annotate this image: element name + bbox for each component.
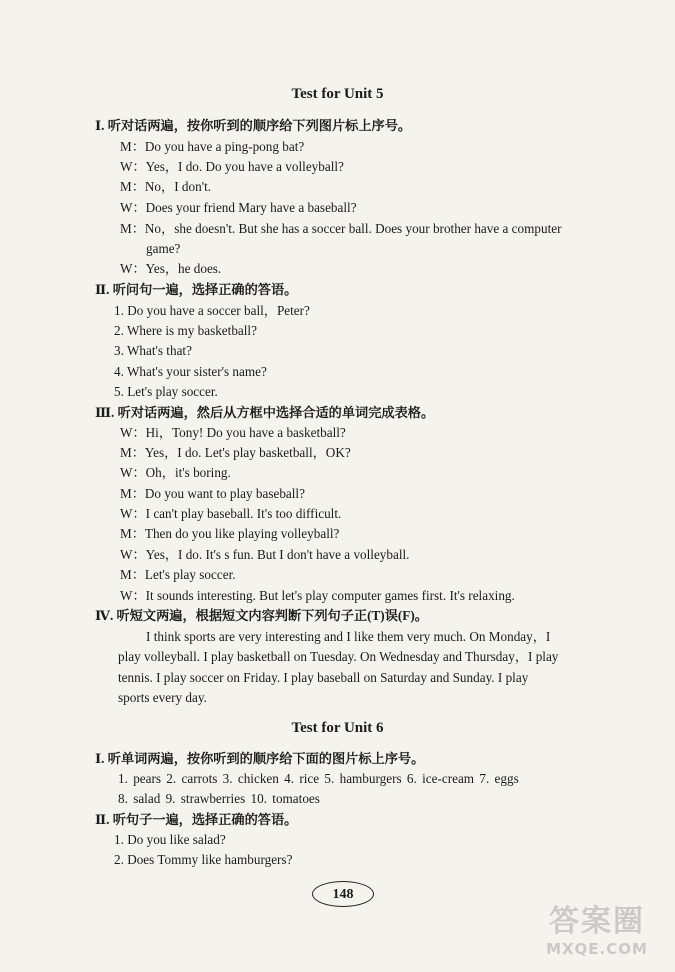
page-number: 148 (312, 881, 374, 907)
dialogue-line: W：Yes，I do. It's s fun. But I don't have a volleyball. (120, 547, 410, 562)
dialogue-line: W：Does your friend Mary have a baseball? (120, 200, 357, 215)
dialogue-line-continued: game? (146, 241, 181, 256)
unit6-title: Test for Unit 6 (291, 720, 384, 736)
dialogue-line: W：I can't play baseball. It's too difficult. (120, 506, 342, 521)
passage-line: tennis. I play soccer on Friday. I play baseball on Saturday and Sunday. I play (118, 670, 529, 685)
dialogue-line: W：Hi，Tony! Do you have a basketball? (120, 425, 346, 440)
dialogue-line: M：Do you want to play baseball? (120, 486, 305, 501)
unit5-section2-heading: Ⅱ. 听问句一遍，选择正确的答语。 (95, 282, 298, 297)
word-list-line: 8. salad 9. strawberries 10. tomatoes (118, 791, 320, 806)
watermark-top-text: 答案圈 (549, 904, 645, 939)
unit5-section1-heading: Ⅰ. 听对话两遍，按你听到的顺序给下列图片标上序号。 (95, 118, 412, 133)
dialogue-line: M：Then do you like playing volleyball? (120, 526, 340, 541)
dialogue-line: W：Yes，I do. Do you have a volleyball? (120, 159, 344, 174)
dialogue-line: M：No，she doesn't. But she has a soccer ball. Does your brother have a computer (120, 221, 562, 236)
unit6-section1-heading: Ⅰ. 听单词两遍，按你听到的顺序给下面的图片标上序号。 (95, 751, 425, 766)
passage-line: I think sports are very interesting and I like them very much. On Monday，I (146, 629, 551, 644)
unit5-section3-heading: Ⅲ. 听对话两遍，然后从方框中选择合适的单词完成表格。 (95, 405, 435, 420)
question-item: 2. Where is my basketball? (114, 323, 257, 338)
watermark-logo (527, 904, 667, 966)
watermark-bottom-text: MXQE.COM (546, 940, 648, 958)
dialogue-line: W：It sounds interesting. But let's play computer games first. It's relaxing. (120, 588, 515, 603)
question-item: 1. Do you have a soccer ball，Peter? (114, 303, 310, 318)
question-item: 1. Do you like salad? (114, 832, 226, 847)
dialogue-line: W：Yes，he does. (120, 261, 222, 276)
dialogue-line: M：No，I don't. (120, 179, 212, 194)
dialogue-line: M：Let's play soccer. (120, 567, 236, 582)
question-item: 2. Does Tommy like hamburgers? (114, 852, 293, 867)
unit5-title: Test for Unit 5 (291, 86, 384, 102)
unit6-section2-heading: Ⅱ. 听句子一遍，选择正确的答语。 (95, 812, 298, 827)
question-item: 4. What's your sister's name? (114, 364, 267, 379)
unit5-section4-heading: Ⅳ. 听短文两遍，根据短文内容判断下列句子正(T)误(F)。 (95, 608, 428, 623)
passage-line: play volleyball. I play basketball on Tuesday. On Wednesday and Thursday，I play (118, 649, 559, 664)
passage-line: sports every day. (118, 690, 207, 705)
dialogue-line: M：Yes，I do. Let's play basketball，OK? (120, 445, 351, 460)
question-item: 3. What's that? (114, 343, 192, 358)
question-item: 5. Let's play soccer. (114, 384, 218, 399)
dialogue-line: M：Do you have a ping-pong bat? (120, 139, 305, 154)
word-list-line: 1. pears 2. carrots 3. chicken 4. rice 5. hamburgers 6. ice-cream 7. eggs (118, 771, 519, 786)
dialogue-line: W：Oh，it's boring. (120, 465, 231, 480)
